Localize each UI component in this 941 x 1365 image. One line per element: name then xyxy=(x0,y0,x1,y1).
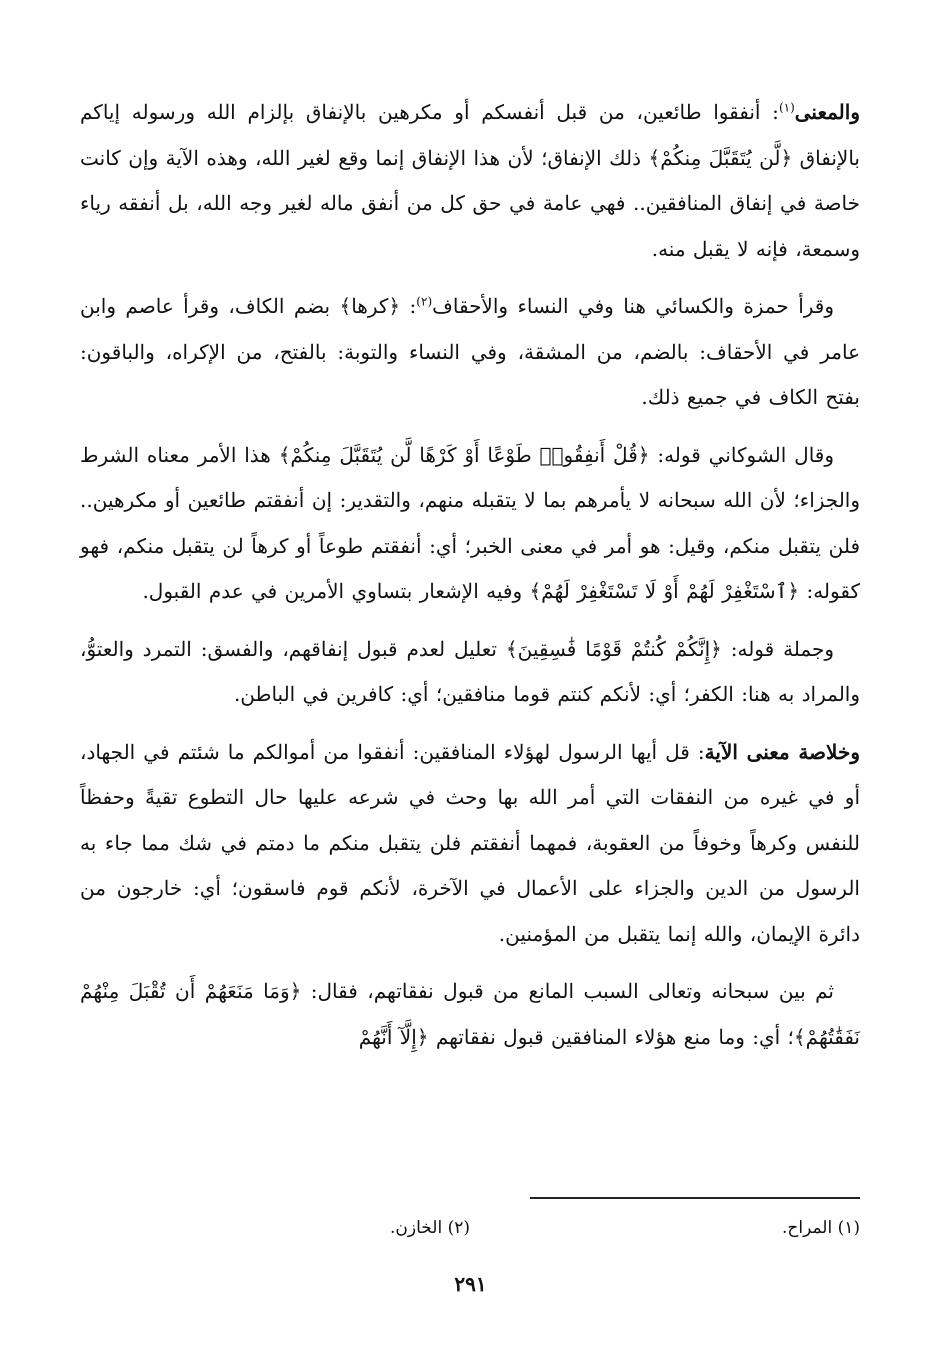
footnote-ref-2: (٢) xyxy=(416,294,433,309)
paragraph-6 xyxy=(80,969,860,1060)
footnote-2: (٢) الخازن. xyxy=(390,1218,470,1238)
page-number: ٢٩١ xyxy=(454,1272,487,1296)
paragraph-text: : قل أيها الرسول لهؤلاء المنافقين: أنفقوا من أموالكم ما شئتم في الجهاد، أو في غيره من النفقات التي أمر الله بها وحث في شرعه عليها حال التطوع تقيةً وحفظاً للنفس وكرهاً وخوفاً من العقوبة، فمهما أنفقتم فلن يتقبل منكم ما دمتم في شك مما جاء به الرسول من الدين والجزاء على الأعمال في الآخرة، لأنكم قوم فاسقون؛ أي: خارجون من دائرة الإيمان، والله إنما يتقبل من المؤمنين. xyxy=(80,739,860,946)
footnote-divider xyxy=(530,1197,860,1199)
footnote-ref-1: (١) xyxy=(778,100,795,115)
footnote-1: (١) المراح. xyxy=(781,1218,860,1238)
paragraph-text: ثم بين سبحانه وتعالى السبب المانع من قبول نفقاتهم، فقال: ﴿وَمَا مَنَعَهُمْ أَن تُقْبَلَ مِنْهُمْ نَفَقَٰتُهُمْ﴾؛ أي: وما منع هؤلاء المنافقين قبول نفقاتهم ﴿إِلَّآ أَنَّهُمْ xyxy=(80,979,860,1049)
paragraph-3 xyxy=(80,433,860,615)
main-text xyxy=(80,90,860,1072)
paragraph-5 xyxy=(80,730,860,958)
paragraph-4 xyxy=(80,627,860,718)
paragraph-text: وقرأ حمزة والكسائي هنا وفي النساء والأحقاف xyxy=(432,294,834,318)
paragraph-text: : أنفقوا طائعين، من قبل أنفسكم أو مكرهين بالإنفاق بإلزام الله ورسوله إياكم بالإنفاق ﴿لَّن يُتَقَبَّلَ مِنكُمْ﴾ ذلك الإنفاق؛ لأن هذا الإنفاق إنما وقع لغير الله، وهذه الآية وإن كانت خاصة في إنفاق المنافقين.. فهي عامة في حق كل من أنفق ماله لغير وجه الله، بل أنفقه رياء وسمعة، فإنه لا يقبل منه. xyxy=(80,100,860,261)
paragraph-2 xyxy=(80,284,860,421)
paragraph-text: وقال الشوكاني قوله: ﴿قُلْ أَنفِقُوا۟ طَوْعًا أَوْ كَرْهًا لَّن يُتَقَبَّلَ مِنكُمْ﴾ هذا الأمر معناه الشرط والجزاء؛ لأن الله سبحانه لا يأمرهم بما لا يتقبله منهم، والتقدير: إن أنفقتم طائعين أو مكرهين.. فلن يتقبل منكم، وقيل: هو أمر في معنى الخبر؛ أي: أنفقتم طوعاً أو كرهاً لن يتقبل منكم، فهو كقوله: ﴿ٱسْتَغْفِرْ لَهُمْ أَوْ لَا تَسْتَغْفِرْ لَهُمْ﴾ وفيه الإشعار بتساوي الأمرين في عدم القبول. xyxy=(80,442,860,603)
paragraph-lead: وخلاصة معنى الآية xyxy=(704,739,860,764)
paragraph-text-continued: : ﴿كرها﴾ بضم الكاف، وقرأ عاصم وابن عامر في الأحقاف: بالضم، من المشقة، وفي النساء والتوبة: بالفتح، من الإكراه، والباقون: بفتح الكاف في جميع ذلك. xyxy=(80,294,860,409)
paragraph-text: وجملة قوله: ﴿إِنَّكُمْ كُنتُمْ قَوْمًا فَٰسِقِينَ﴾ تعليل لعدم قبول إنفاقهم، والفسق: التمرد والعتوُّ، والمراد به هنا: الكفر؛ أي: لأنكم كنتم قوما منافقين؛ أي: كافرين في الباطن. xyxy=(80,636,860,706)
paragraph-1 xyxy=(80,90,860,272)
paragraph-lead: والمعنى xyxy=(794,100,860,124)
